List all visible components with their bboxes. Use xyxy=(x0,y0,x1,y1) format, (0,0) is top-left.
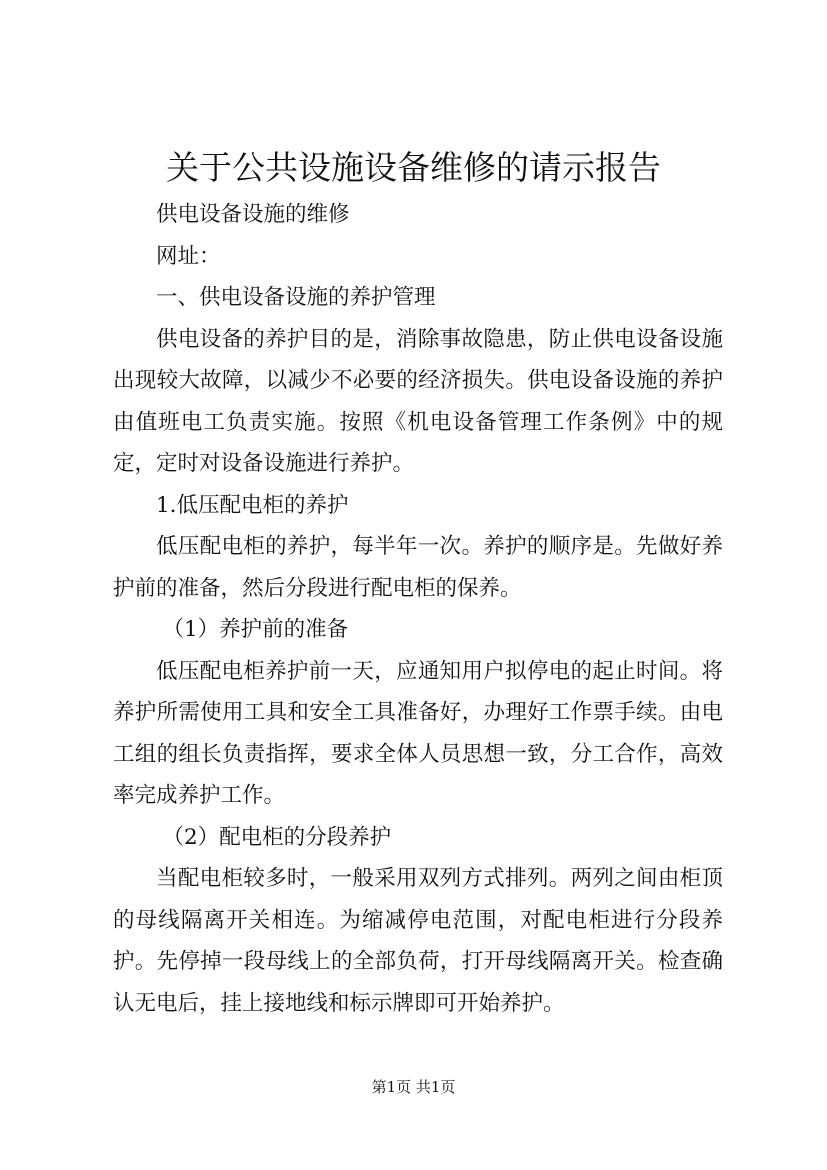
document-body xyxy=(113,194,723,1024)
item-heading-2: （2）配电柜的分段养护 xyxy=(162,824,392,850)
paragraph-frequency: 低压配电柜的养护，每半年一次。养护的顺序是。先做好养护前的准备，然后分段进行配电柜的保养。 xyxy=(113,534,723,601)
paragraph-segmented-maintenance: 当配电柜较多时，一般采用双列方式排列。两列之间由柜顶的母线隔离开关相连。为缩减停电范围，对配电柜进行分段养护。先停掉一段母线上的全部负荷，打开母线隔离开关。检查确认无电后，挂上接地线和标示牌即可开始养护。 xyxy=(113,866,723,1016)
section-heading-1: 一、供电设备设施的养护管理 xyxy=(156,285,436,310)
item-heading-1: （1）养护前的准备 xyxy=(162,617,349,642)
page-footer: 第1页 共1页 xyxy=(371,1078,456,1096)
document-title: 关于公共设施设备维修的请示报告 xyxy=(166,148,661,187)
paragraph-subject: 供电设备设施的维修 xyxy=(156,202,350,227)
paragraph-website: 网址： xyxy=(156,243,221,269)
subsection-heading-1: 1.低压配电柜的养护 xyxy=(156,492,349,518)
paragraph-purpose: 供电设备的养护目的是，消除事故隐患，防止供电设备设施出现较大故障，以减少不必要的经济损失。供电设备设施的养护由值班电工负责实施。按照《机电设备管理工作条例》中的规定，定时对设备设施进行养护。 xyxy=(113,326,723,476)
paragraph-preparation: 低压配电柜养护前一天，应通知用户拟停电的起止时间。将养护所需使用工具和安全工具准备好，办理好工作票手续。由电工组的组长负责指挥，要求全体人员思想一致，分工合作，高效率完成养护工作。 xyxy=(113,658,723,808)
